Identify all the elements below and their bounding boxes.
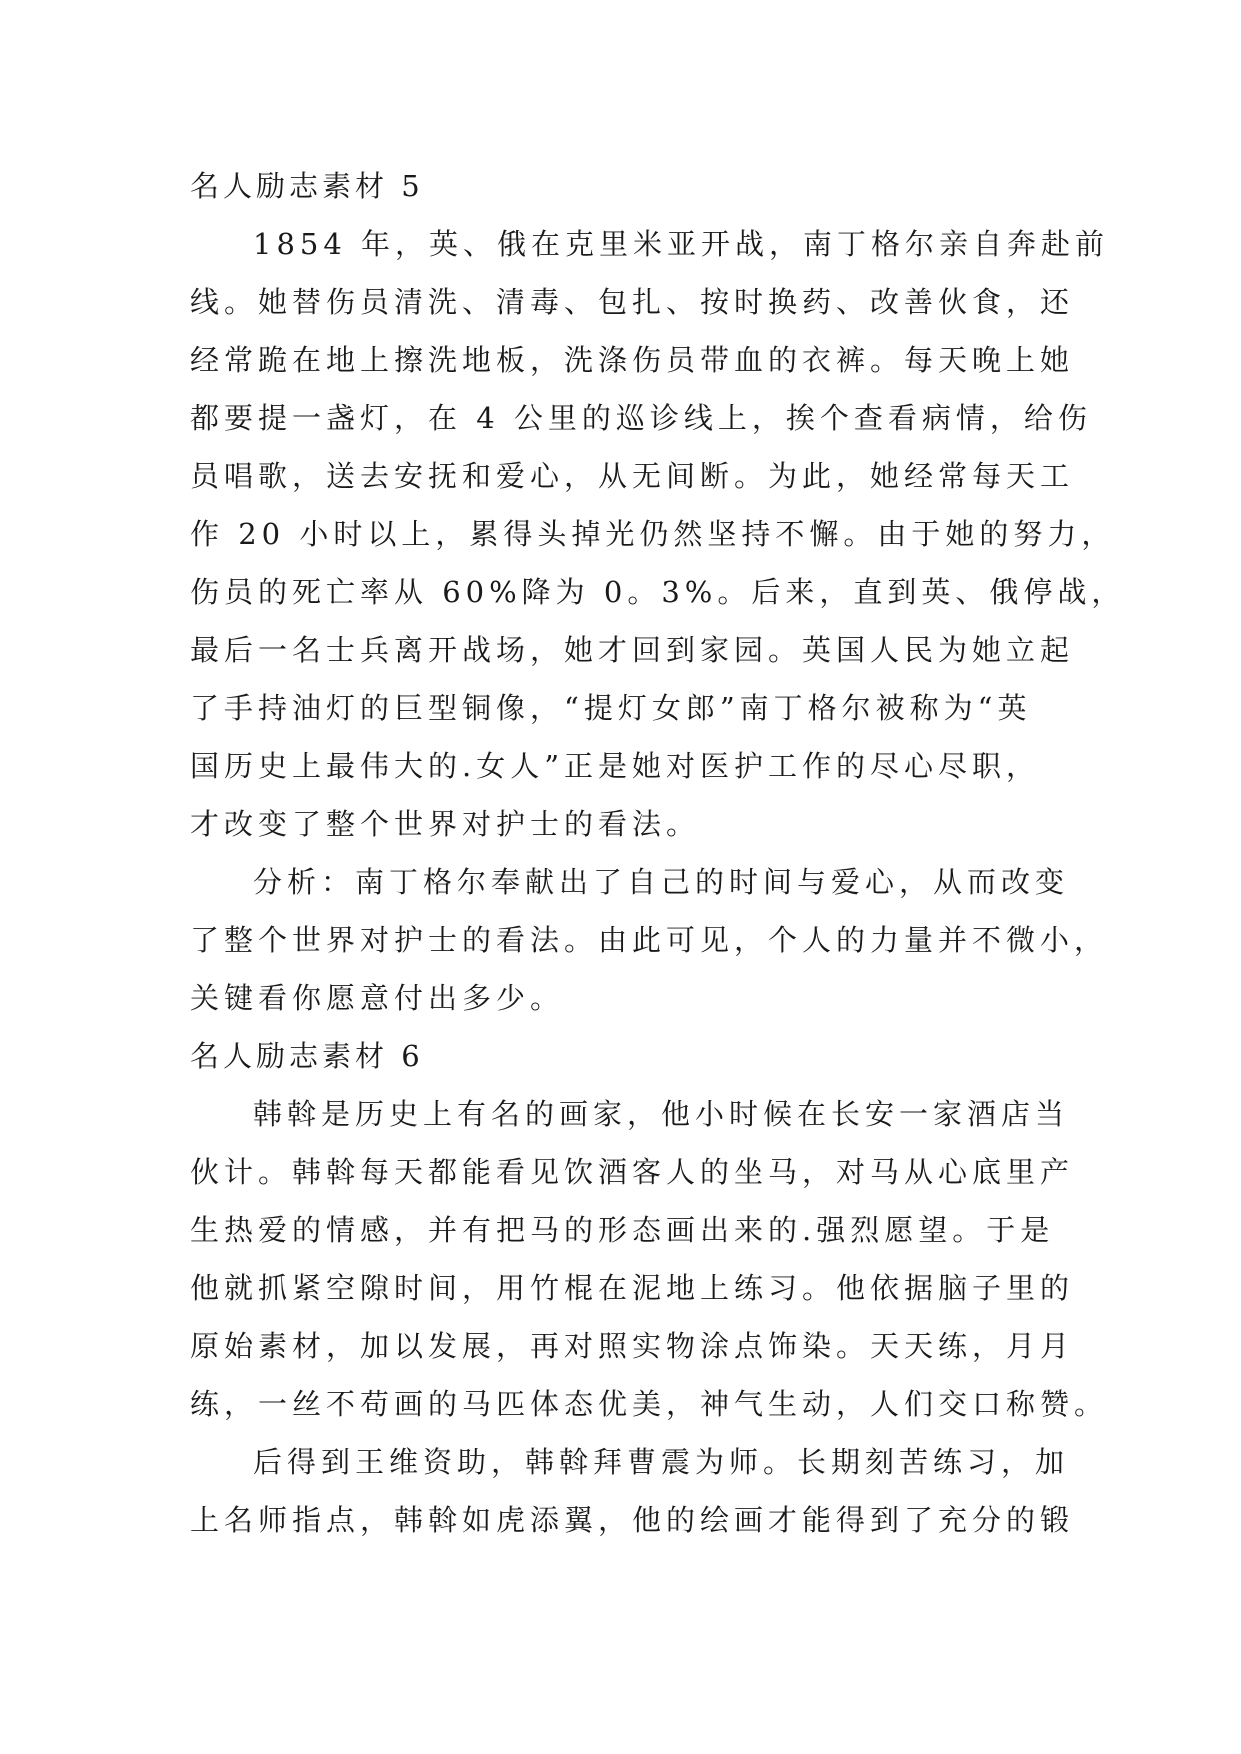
- paragraph-line: 韩斡是历史上有名的画家，他小时候在长安一家酒店当: [253, 1097, 1070, 1131]
- paragraph-line: 后得到王维资助，韩斡拜曹震为师。长期刻苦练习，加: [253, 1445, 1070, 1479]
- analysis-line: 分析：南丁格尔奉献出了自己的时间与爱心，从而改变: [253, 865, 1070, 899]
- paragraph-line: 员唱歌，送去安抚和爱心，从无间断。为此，她经常每天工: [190, 459, 1075, 493]
- paragraph-line: 才改变了整个世界对护士的看法。: [190, 807, 701, 841]
- paragraph-line: 上名师指点，韩斡如虎添翼，他的绘画才能得到了充分的锻: [190, 1503, 1075, 1537]
- paragraph-line: 最后一名士兵离开战场，她才回到家园。英国人民为她立起: [190, 633, 1075, 667]
- paragraph-line: 1854 年，英、俄在克里米亚开战，南丁格尔亲自奔赴前: [253, 227, 1110, 261]
- analysis-line: 了整个世界对护士的看法。由此可见，个人的力量并不微小，: [190, 923, 1109, 957]
- paragraph-line: 了手持油灯的巨型铜像，“提灯女郎”南丁格尔被称为“英: [190, 691, 1032, 725]
- paragraph-line: 原始素材，加以发展，再对照实物涂点饰染。天天练，月月: [190, 1329, 1075, 1363]
- paragraph-line: 经常跪在地上擦洗地板，洗涤伤员带血的衣裤。每天晚上她: [190, 343, 1075, 377]
- paragraph-line: 都要提一盏灯，在 4 公里的巡诊线上，挨个查看病情，给伤: [190, 401, 1092, 435]
- paragraph-line: 他就抓紧空隙时间，用竹棍在泥地上练习。他依据脑子里的: [190, 1271, 1075, 1305]
- paragraph-line: 国历史上最伟大的.女人”正是她对医护工作的尽心尽职，: [190, 749, 1041, 783]
- paragraph-line: 生热爱的情感，并有把马的形态画出来的.强烈愿望。于是: [190, 1213, 1055, 1247]
- paragraph-line: 伙计。韩斡每天都能看见饮酒客人的坐马，对马从心底里产: [190, 1155, 1075, 1189]
- paragraph-line: 线。她替伤员清洗、清毒、包扎、按时换药、改善伙食，还: [190, 285, 1075, 319]
- paragraph-line: 作 20 小时以上，累得头掉光仍然坚持不懈。由于她的努力，: [190, 517, 1116, 551]
- section-heading-6: 名人励志素材 6: [190, 1039, 424, 1073]
- section-heading-5: 名人励志素材 5: [190, 169, 424, 203]
- paragraph-line: 练，一丝不苟画的马匹体态优美，神气生动，人们交口称赞。: [190, 1387, 1109, 1421]
- analysis-line: 关键看你愿意付出多少。: [190, 981, 565, 1015]
- paragraph-line: 伤员的死亡率从 60%降为 0。3%。后来，直到英、俄停战，: [190, 575, 1126, 609]
